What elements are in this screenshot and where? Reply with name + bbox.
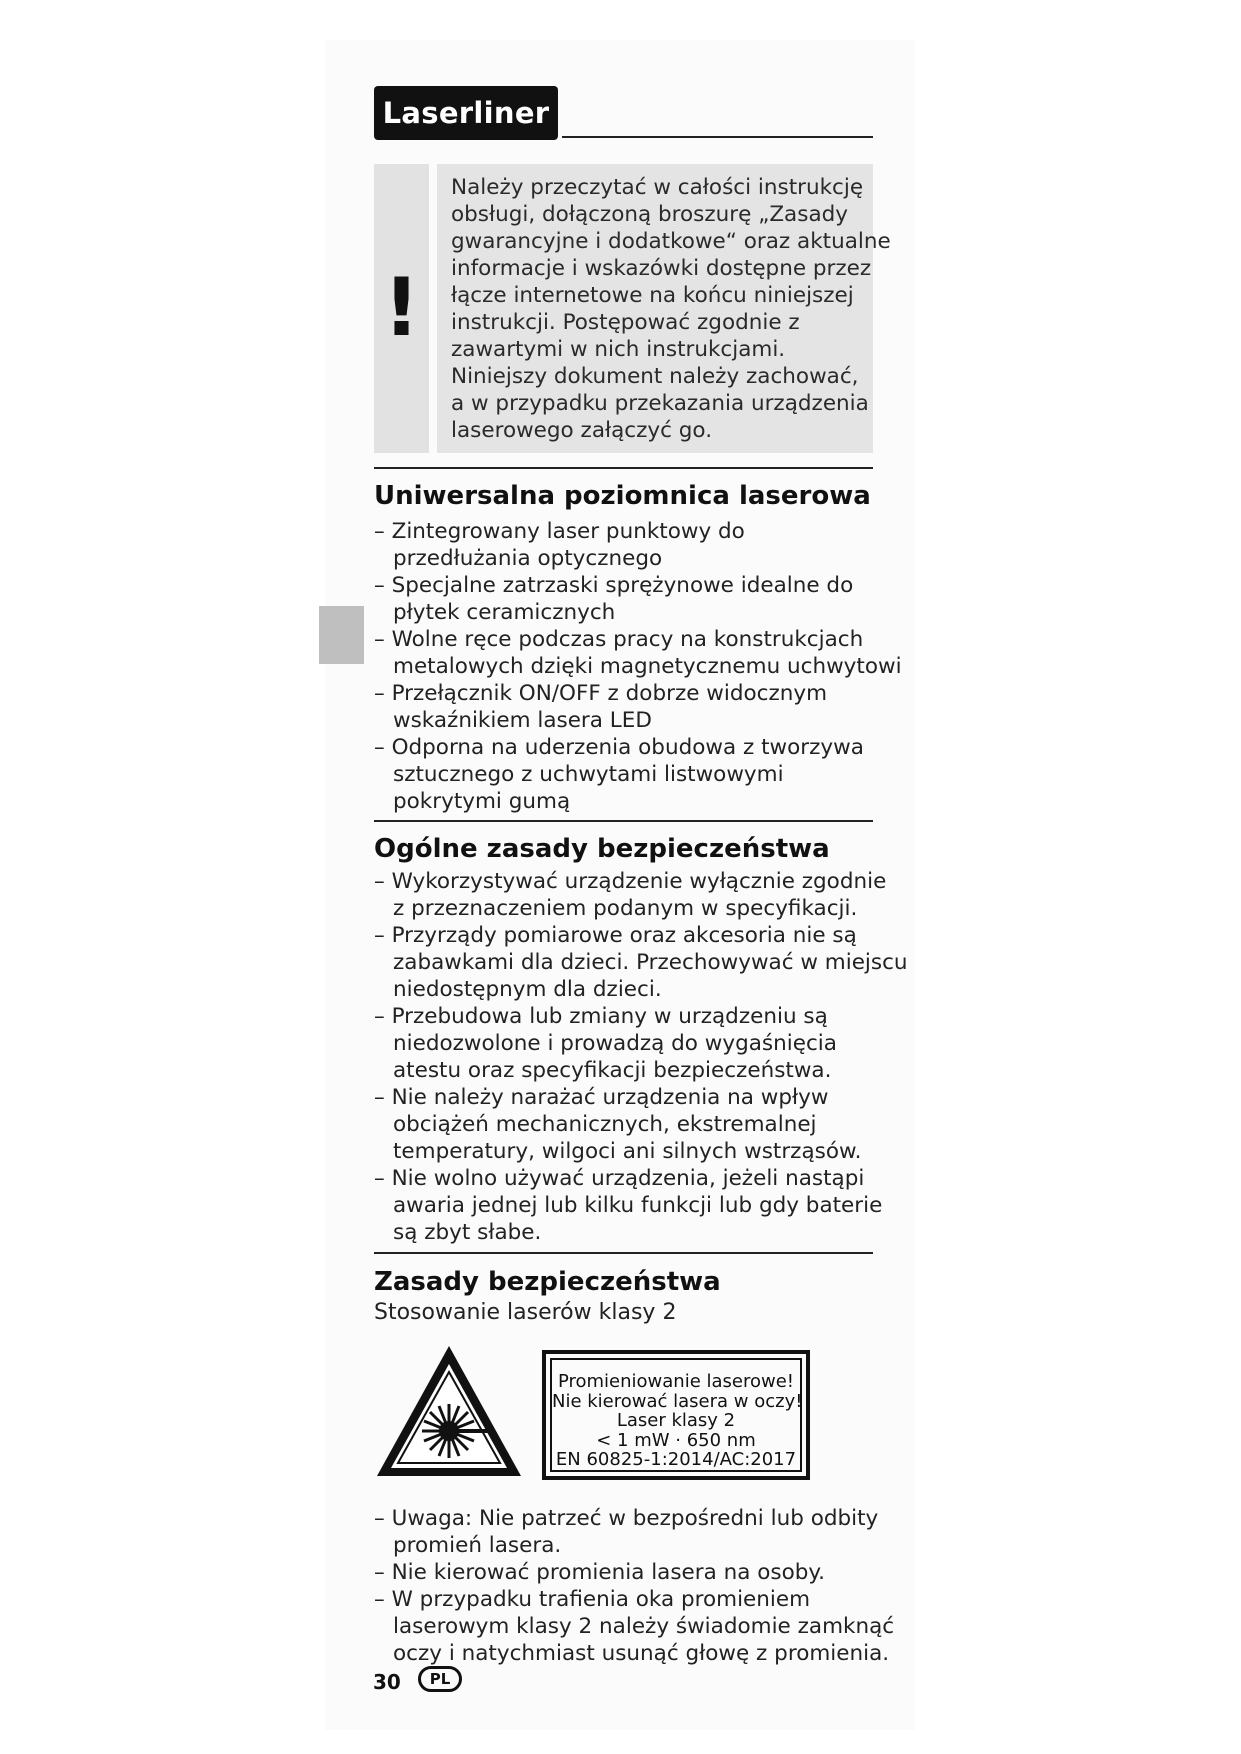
laser-class-label bbox=[542, 1350, 810, 1480]
list-item bbox=[374, 1003, 884, 1084]
list-item-line: – Przełącznik ON/OFF z dobrze widocznym bbox=[374, 681, 828, 706]
section1-title: Uniwersalna poziomnica laserowa bbox=[374, 481, 871, 511]
label-line: EN 60825-1:2014/AC:2017 bbox=[555, 1449, 797, 1470]
list-item-line: przedłużania optycznego bbox=[393, 546, 663, 571]
list-item bbox=[374, 680, 884, 734]
notice-line: gwarancyjne i dodatkowe“ oraz aktualne bbox=[451, 229, 891, 254]
list-item bbox=[374, 734, 884, 815]
list-item-line: – Nie kierować promienia lasera na osoby. bbox=[374, 1560, 825, 1585]
list-item-line: płytek ceramicznych bbox=[393, 600, 616, 625]
list-item-line: oczy i natychmiast usunąć głowę z promienia. bbox=[393, 1641, 890, 1666]
list-item-line: metalowych dzięki magnetycznemu uchwytowi bbox=[393, 654, 902, 679]
list-item-line: – Wykorzystywać urządzenie wyłącznie zgodnie bbox=[374, 869, 887, 894]
section-divider bbox=[374, 820, 873, 822]
list-item-line: – Nie wolno używać urządzenia, jeżeli nastąpi bbox=[374, 1166, 865, 1191]
notice-line: Niniejszy dokument należy zachować, bbox=[451, 364, 859, 389]
section-divider bbox=[374, 1252, 873, 1254]
label-line: Promieniowanie laserowe! bbox=[557, 1371, 795, 1392]
list-item-line: awaria jednej lub kilku funkcji lub gdy baterie bbox=[393, 1193, 883, 1218]
list-item-line: – Nie należy narażać urządzenia na wpływ bbox=[374, 1085, 829, 1110]
label-line: < 1 mW · 650 nm bbox=[596, 1429, 756, 1451]
list-item-line: z przeznaczeniem podanym w specyfikacji. bbox=[393, 896, 858, 921]
list-item-line: wskaźnikiem lasera LED bbox=[393, 708, 652, 733]
list-item bbox=[374, 572, 884, 626]
section-divider bbox=[374, 467, 873, 469]
header-rule bbox=[562, 136, 873, 138]
list-item-line: – Zintegrowany laser punktowy do bbox=[374, 519, 745, 544]
notice-text bbox=[451, 174, 891, 444]
list-item bbox=[374, 1505, 884, 1559]
notice-line: zawartymi w nich instrukcjami. bbox=[451, 337, 786, 362]
section1-list bbox=[374, 518, 902, 815]
list-item-line: – Specjalne zatrzaski sprężynowe idealne do bbox=[374, 573, 854, 598]
list-item-line: obciążeń mechanicznych, ekstremalnej bbox=[393, 1112, 817, 1137]
list-item-line: – Wolne ręce podczas pracy na konstrukcjach bbox=[374, 627, 864, 652]
list-item bbox=[374, 518, 884, 572]
label-line: Nie kierować lasera w oczy! bbox=[552, 1390, 803, 1412]
list-item bbox=[374, 1586, 895, 1667]
list-item-line: – W przypadku trafienia oka promieniem bbox=[374, 1587, 811, 1612]
list-item-line: – Odporna na uderzenia obudowa z tworzywa bbox=[374, 735, 864, 760]
section3-subtitle: Stosowanie laserów klasy 2 bbox=[374, 1300, 677, 1325]
list-item-line: – Uwaga: Nie patrzeć w bezpośredni lub odbity bbox=[374, 1506, 879, 1531]
list-item-line: – Przebudowa lub zmiany w urządzeniu są bbox=[374, 1004, 828, 1029]
list-item-line: laserowym klasy 2 należy świadomie zamknąć bbox=[393, 1614, 895, 1639]
list-item bbox=[374, 922, 908, 1003]
section2-list bbox=[374, 868, 908, 1246]
list-item bbox=[374, 626, 902, 680]
list-item-line: atestu oraz specyfikacji bezpieczeństwa. bbox=[393, 1058, 832, 1083]
list-item-line: są zbyt słabe. bbox=[393, 1220, 542, 1245]
brand-logo: Laserliner bbox=[374, 86, 558, 140]
list-item bbox=[374, 868, 887, 922]
list-item-line: niedozwolone i prowadzą do wygaśnięcia bbox=[393, 1031, 837, 1056]
list-item-line: temperatury, wilgoci ani silnych wstrząsów. bbox=[393, 1139, 862, 1164]
list-item-line: promień lasera. bbox=[393, 1533, 562, 1558]
list-item bbox=[374, 1559, 884, 1586]
notice-line: laserowego załączyć go. bbox=[451, 418, 713, 443]
list-item-line: sztucznego z uchwytami listwowymi bbox=[393, 762, 784, 787]
notice-line: Należy przeczytać w całości instrukcję bbox=[451, 175, 864, 200]
page-number: 30 bbox=[373, 1670, 401, 1694]
list-item-line: – Przyrządy pomiarowe oraz akcesoria nie są bbox=[374, 923, 857, 948]
notice-line: a w przypadku przekazania urządzenia bbox=[451, 391, 869, 416]
list-item bbox=[374, 1084, 884, 1165]
list-item-line: zabawkami dla dzieci. Przechowywać w miejscu bbox=[393, 950, 908, 975]
exclamation-icon: ! bbox=[383, 261, 420, 354]
section-tab-marker bbox=[319, 606, 364, 664]
list-item-line: niedostępnym dla dzieci. bbox=[393, 977, 662, 1002]
notice-line: łącze internetowe na końcu niniejszej bbox=[451, 283, 854, 308]
language-badge: PL bbox=[418, 1666, 462, 1692]
notice-line: informacje i wskazówki dostępne przez bbox=[451, 256, 872, 281]
notice-line: obsługi, dołączoną broszurę „Zasady bbox=[451, 202, 848, 227]
section3-title: Zasady bezpieczeństwa bbox=[374, 1267, 721, 1297]
laser-warning-triangle-icon bbox=[373, 1342, 525, 1482]
section2-title: Ogólne zasady bezpieczeństwa bbox=[374, 834, 830, 864]
list-item bbox=[374, 1165, 884, 1246]
section3-list bbox=[374, 1505, 895, 1667]
list-item-line: pokrytymi gumą bbox=[393, 789, 571, 814]
notice-line: instrukcji. Postępować zgodnie z bbox=[451, 310, 800, 335]
label-line: Laser klasy 2 bbox=[616, 1410, 736, 1431]
